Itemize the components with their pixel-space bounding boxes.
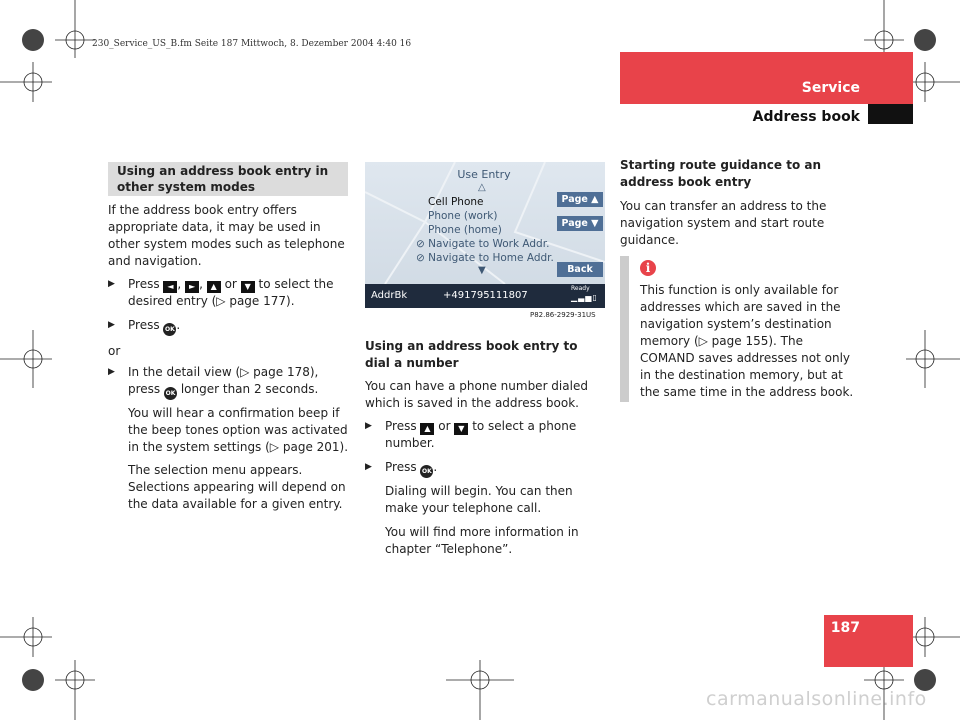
screen-title: Use Entry <box>457 168 511 181</box>
scroll-up-icon: △ <box>478 182 486 193</box>
middle-step-2: ▶ Press OK . <box>365 459 597 478</box>
subsection-title: Address book <box>752 109 860 125</box>
up-key-icon: ▲ <box>420 423 434 435</box>
file-info: 230_Service_US_B.fm Seite 187 Mittwoch, 8. Dezember 2004 4:40 16 <box>92 39 412 49</box>
right-heading: Starting route guidance to an address book entry <box>620 158 822 189</box>
info-icon: i <box>640 260 656 276</box>
status-number: +491795111807 <box>443 290 528 301</box>
left-heading-box <box>108 162 348 196</box>
left-or: or <box>108 344 121 358</box>
info-sidebar <box>620 256 629 402</box>
back-button[interactable]: Back <box>557 262 603 277</box>
menu-item-nav-home[interactable]: ⊘ Navigate to Home Addr. <box>416 252 554 264</box>
middle-heading: Using an address book entry to dial a number <box>365 339 578 370</box>
menu-item-cell-phone[interactable]: Cell Phone <box>428 196 484 208</box>
left-step-1: ▶ Press ◄ , ► , ▲ or ▼ to select the desired entry (▷ page 177). <box>108 277 334 308</box>
status-bar <box>365 284 605 308</box>
menu-item-phone-work[interactable]: Phone (work) <box>428 210 498 222</box>
scroll-down-icon: ▼ <box>478 265 486 276</box>
left-para-2: The selection menu appears. Selections appearing will depend on the data available for a given entry. <box>128 463 346 511</box>
left-key-icon: ◄ <box>163 281 177 293</box>
bullet-arrow-icon: ▶ <box>108 367 115 377</box>
status-ready: Ready <box>571 285 590 292</box>
left-step-3: ▶ In the detail view (▷ page 178), press OK longer than 2 seconds. <box>108 364 340 400</box>
info-text: This function is only available for addresses which are saved in the navigation system’s destination memory (▷ page 155). The COMAND saves addresses not only in the destination memory, but at the same time in the address book. <box>640 283 854 399</box>
left-intro: If the address book entry offers appropriate data, it may be used in other system modes such as telephone and navigation. <box>108 203 345 268</box>
bullet-arrow-icon: ▶ <box>365 462 372 472</box>
ok-key-icon: OK <box>164 387 177 400</box>
info-note <box>620 256 860 406</box>
right-key-icon: ► <box>185 281 199 293</box>
left-step-2: ▶ Press OK . <box>108 317 340 336</box>
middle-step-1: ▶ Press ▲ or ▼ to select a phone number. <box>365 419 577 450</box>
section-banner <box>620 52 913 104</box>
right-intro: You can transfer an address to the navigation system and start route guidance. <box>620 199 827 247</box>
comand-display <box>365 162 605 308</box>
ok-key-icon: OK <box>163 323 176 336</box>
navigate-icon: ⊘ <box>416 238 425 250</box>
up-key-icon: ▲ <box>207 281 221 293</box>
down-key-icon: ▼ <box>454 423 468 435</box>
page-number: 187 <box>830 620 860 636</box>
middle-intro: You can have a phone number dialed which is saved in the address book. <box>365 379 588 410</box>
section-title: Service <box>801 80 860 96</box>
watermark: carmanualsonline.info <box>706 688 927 710</box>
navigate-icon: ⊘ <box>416 252 425 264</box>
left-para-1: You will hear a confirmation beep if the beep tones option was activated in the system settings (▷ page 201). <box>128 406 349 454</box>
bullet-arrow-icon: ▶ <box>365 421 372 431</box>
status-mode: AddrBk <box>371 290 408 301</box>
middle-para-2: You will find more information in chapter “Telephone”. <box>385 525 579 556</box>
down-key-icon: ▼ <box>241 281 255 293</box>
page-down-button[interactable]: Page ▼ <box>557 216 603 231</box>
figure-caption: P82.86-2929-31US <box>530 311 596 319</box>
bullet-arrow-icon: ▶ <box>108 279 115 289</box>
bullet-arrow-icon: ▶ <box>108 320 115 330</box>
ok-key-icon: OK <box>420 465 433 478</box>
menu-item-nav-work[interactable]: ⊘ Navigate to Work Addr. <box>416 238 550 250</box>
menu-item-phone-home[interactable]: Phone (home) <box>428 224 502 236</box>
middle-para-1: Dialing will begin. You can then make your telephone call. <box>385 484 573 515</box>
left-heading: Using an address book entry in other system modes <box>117 164 329 194</box>
subsection-marker <box>868 104 913 124</box>
page-up-button[interactable]: Page ▲ <box>557 192 603 207</box>
signal-strength-icon: ▁▃▅▯ <box>571 293 598 302</box>
